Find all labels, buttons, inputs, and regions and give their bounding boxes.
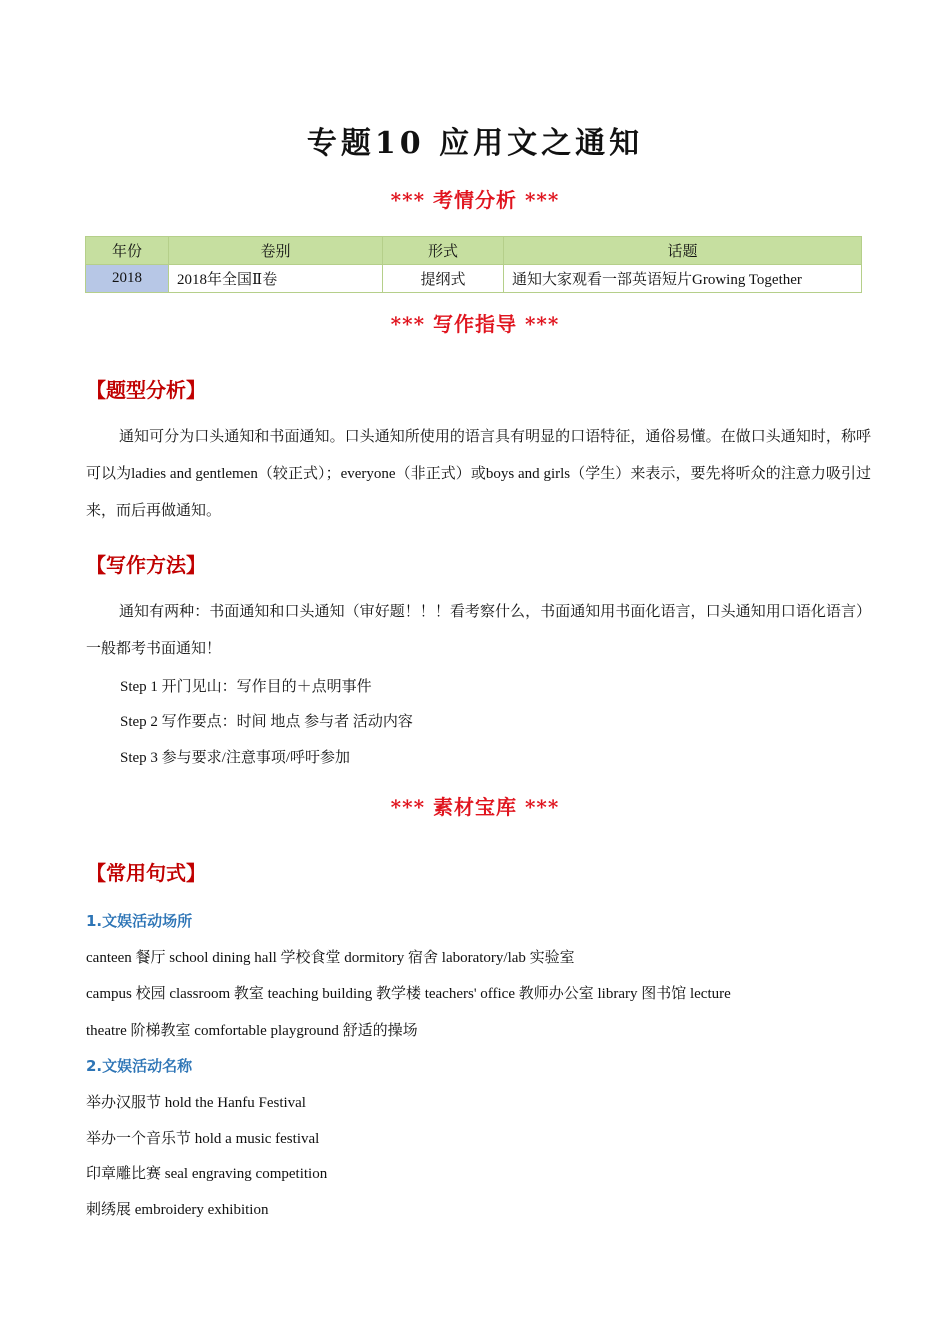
step-item: Step 1 开门见山：写作目的＋点明事件 bbox=[120, 679, 372, 695]
table-header-cell: 年份 bbox=[86, 237, 169, 265]
list-item: 举办一个音乐节 hold a music festival bbox=[86, 1131, 320, 1147]
table-header-cell: 话题 bbox=[504, 237, 862, 265]
heading-writing-method: 【写作方法】 bbox=[86, 553, 206, 577]
heading-type-analysis: 【题型分析】 bbox=[86, 378, 206, 402]
table-cell-paper: 2018年全国Ⅱ卷 bbox=[169, 265, 383, 293]
table-row bbox=[86, 265, 862, 293]
step-item: Step 2 写作要点：时间 地点 参与者 活动内容 bbox=[120, 714, 413, 730]
heading-common-sentences: 【常用句式】 bbox=[86, 861, 206, 885]
list-item: 举办汉服节 hold the Hanfu Festival bbox=[86, 1095, 306, 1111]
subheading-activity-names: 2.文娱活动名称 bbox=[86, 1057, 193, 1075]
table-header-cell: 卷别 bbox=[169, 237, 383, 265]
list-item: 刺绣展 embroidery exhibition bbox=[86, 1202, 269, 1218]
list-item: theatre 阶梯教室 comfortable playground 舒适的操场 bbox=[86, 1023, 418, 1039]
step-item: Step 3 参与要求/注意事项/呼吁参加 bbox=[120, 750, 351, 766]
table-cell-year: 2018 bbox=[86, 265, 169, 293]
list-item: 印章雕比赛 seal engraving competition bbox=[86, 1166, 328, 1182]
list-item: canteen 餐厅 school dining hall 学校食堂 dormitory 宿舍 laboratory/lab 实验室 bbox=[86, 950, 575, 966]
table-header-row bbox=[86, 237, 862, 265]
section-heading-exam-analysis: *** 考情分析 *** bbox=[390, 188, 560, 212]
section-heading-writing-guide: *** 写作指导 *** bbox=[390, 312, 560, 336]
section-heading-materials: *** 素材宝库 *** bbox=[390, 795, 560, 819]
exam-info-table bbox=[85, 236, 862, 293]
table-cell-form: 提纲式 bbox=[383, 265, 504, 293]
table-header-cell: 形式 bbox=[383, 237, 504, 265]
table-cell-topic: 通知大家观看一部英语短片Growing Together bbox=[504, 265, 862, 293]
paragraph-type-analysis: 通知可分为口头通知和书面通知。口头通知所使用的语言具有明显的口语特征，通俗易懂。在做口头通知时，称呼可以为ladies and gentlemen（较正式）；everyone（非正式）或boys and girls（学生）来表示，要先将听众的注意力吸引过来，而后再做通知。 bbox=[86, 429, 871, 519]
paragraph-writing-method: 通知有两种：书面通知和口头通知（审好题！！！看考察什么，书面通知用书面化语言，口头通知用口语化语言）一般都考书面通知！ bbox=[86, 604, 871, 657]
subheading-venues: 1.文娱活动场所 bbox=[86, 912, 193, 930]
page-title: 专题10 应用文之通知 bbox=[306, 126, 644, 161]
list-item: campus 校园 classroom 教室 teaching building 教学楼 teachers' office 教师办公室 library 图书馆 lecture bbox=[86, 986, 731, 1002]
